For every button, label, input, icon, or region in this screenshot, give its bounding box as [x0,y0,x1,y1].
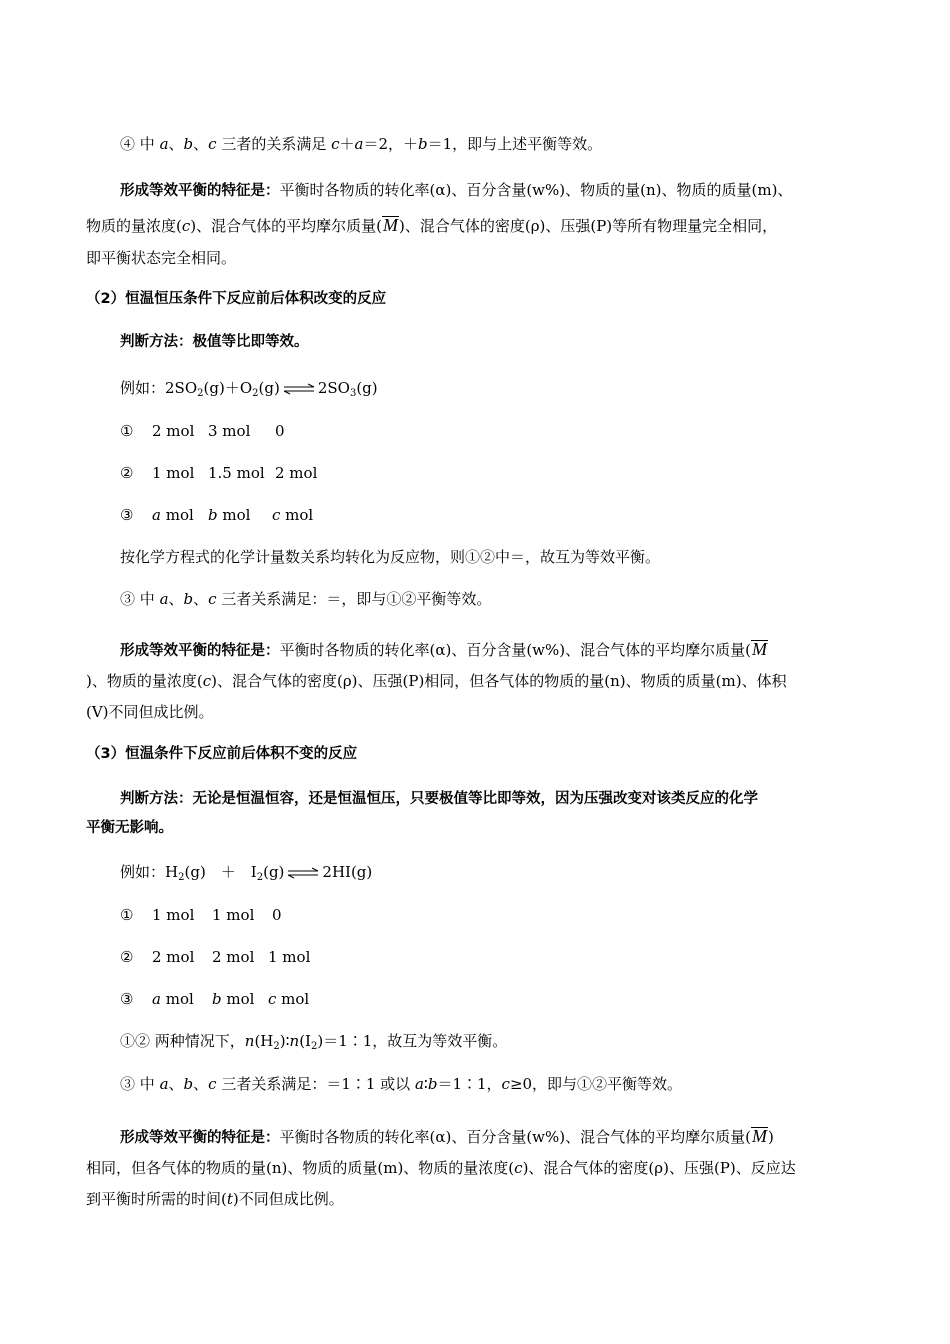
text: ＝2，＋ [363,135,419,153]
unit: mol [276,990,310,1008]
method-3-line-2: 平衡无影响。 [86,820,173,836]
text: H [165,863,179,881]
example-label: 例如： [120,863,166,881]
amount-cell [152,989,212,1009]
amount-cell [152,505,208,525]
item-number: ④ [120,135,136,153]
var-b: b [427,1075,438,1093]
text: 2HI(g) [322,863,373,881]
text: 、 [168,1075,184,1093]
subscript: 2 [256,872,264,883]
equilibrium-arrow-icon [282,383,316,395]
var-b: b [183,590,194,608]
subscript: 2 [252,388,259,399]
var-b: b [183,135,194,153]
text: (g) [263,863,285,881]
unit: mol [160,990,194,1008]
text: 平衡时各物质的转化率(α)、百分含量(w%)、物质的量(n)、物质的质量(m)、 [279,181,793,199]
unit: mol [217,506,251,524]
text: 2SO [165,379,198,397]
feature-label: 形成等效平衡的特征是： [120,183,280,199]
text: 、 [168,590,184,608]
text: 三者关系满足：＝1∶1 或以 [216,1075,415,1093]
amount-cell: 0 [275,422,285,440]
text: 到平衡时所需的时间( [86,1190,227,1208]
feature-paragraph-2-line-3: (V)不同但成比例。 [86,703,214,721]
amount-cell [272,505,313,525]
amount-row-2 [120,463,317,483]
unit: mol [160,506,194,524]
var-b: b [212,990,222,1008]
var-c: c [272,506,281,524]
var-c: c [208,590,217,608]
var-a: a [152,990,161,1008]
var-b: b [418,135,428,153]
amount-row-2-s3 [120,947,310,967]
var-b: b [183,1075,194,1093]
text: ＝1，即与上述平衡等效。 [427,135,603,153]
item-number: ③ [120,1075,136,1093]
method-3-line-1: 判断方法：无论是恒温恒容，还是恒温恒压，只要极值等比即等效，因为压强改变对该类反应的化学 [120,791,758,807]
item-number: ③ [120,506,134,524]
var-c: c [501,1075,510,1093]
var-b: b [208,506,218,524]
text: 、 [193,1075,209,1093]
text: )＝1∶1，故互为等效平衡。 [317,1032,508,1050]
amount-cell: 1 mol [212,906,255,924]
subscript: 2 [197,388,204,399]
subscript: 2 [273,1041,280,1052]
item-number: ② [120,948,134,966]
condition-line-3-s2 [120,589,491,609]
text: (g) [356,379,378,397]
text: )、混合气体的密度(ρ)、压强(P)等所有物理量完全相同， [398,217,778,235]
feature-paragraph-1-line-2 [86,216,777,236]
text: (I [299,1032,311,1050]
item-number: ③ [120,590,136,608]
text: 、 [168,135,184,153]
feature-paragraph-3-line-3 [86,1189,344,1209]
text: )、混合气体的密度(ρ)、压强(P)、反应达 [522,1159,796,1177]
amount-cell: 3 mol [208,422,251,440]
feature-label: 形成等效平衡的特征是： [120,1130,280,1146]
var-a: a [159,590,169,608]
item-number: ③ [120,990,134,1008]
amount-cell [208,505,272,525]
text: ) [768,1128,774,1146]
text: 中 [135,590,160,608]
section-heading-2: （2）恒温恒压条件下反应前后体积改变的反应 [86,291,387,307]
method-2: 判断方法：极值等比即等效。 [120,334,309,350]
conversion-note-2: 按化学方程式的化学计量数关系均转化为反应物，则①②中＝，故互为等效平衡。 [120,548,661,566]
amount-cell: 2 mol [152,948,195,966]
amount-cell: 2 mol [212,948,255,966]
unit: mol [280,506,314,524]
var-c: c [208,1075,217,1093]
feature-label: 形成等效平衡的特征是： [120,643,280,659]
var-c: c [268,990,277,1008]
text: 、 [193,590,209,608]
subscript: 2 [178,872,185,883]
unit: mol [221,990,255,1008]
var-n: n [289,1032,300,1050]
amount-cell: 2 mol [152,422,195,440]
var-c: c [514,1159,523,1177]
var-t: t [226,1190,233,1208]
text: 三者的关系满足 [216,135,332,153]
section-heading-3: （3）恒温条件下反应前后体积不变的反应 [86,746,358,762]
text: 物质的量浓度( [86,217,182,235]
text: 、 [193,135,209,153]
mean-molar-mass-symbol: M [382,215,398,235]
var-c: c [331,135,340,153]
text: (g) [258,379,280,397]
ratio-note-3 [120,1031,507,1051]
amount-cell: 1 mol [152,906,195,924]
text: ≥0，即与①②平衡等效。 [509,1075,683,1093]
amount-cell [268,989,309,1009]
text: 平衡时各物质的转化率(α)、百分含量(w%)、混合气体的平均摩尔质量( [279,641,751,659]
feature-paragraph-3-line-2 [86,1158,796,1178]
var-c: c [202,672,212,690]
text: )不同但成比例。 [232,1190,344,1208]
text: 中 [135,1075,160,1093]
example-equation-2 [120,378,378,398]
var-a: a [159,1075,169,1093]
amount-row-3 [120,505,313,525]
text: (g)＋O [203,379,253,397]
text: ①② 两种情况下， [120,1032,245,1050]
amount-cell: 1 mol [268,948,311,966]
feature-paragraph-2-line-1 [120,640,768,661]
text: (H [254,1032,274,1050]
item-number: ① [120,906,134,924]
amount-row-1 [120,421,285,441]
item-number: ① [120,422,134,440]
condition-line-3-s3 [120,1074,682,1094]
var-c: c [181,217,191,235]
mean-molar-mass-symbol: M [752,639,767,659]
mean-molar-mass-symbol: M [752,1126,767,1146]
feature-paragraph-3-line-1 [120,1127,774,1148]
item-number: ② [120,464,134,482]
feature-paragraph-2-line-2 [86,671,787,691]
equilibrium-arrow-icon [286,867,320,879]
text: )、混合气体的密度(ρ)、压强(P)相同，但各气体的物质的量(n)、物质的质量(m)、体积 [211,672,787,690]
amount-cell: 1 mol [152,464,195,482]
var-c: c [208,135,217,153]
var-a: a [354,135,364,153]
var-a: a [152,506,161,524]
text: ∶ [423,1075,428,1093]
amount-row-3-s3 [120,989,309,1009]
var-a: a [414,1075,424,1093]
subscript: 3 [349,388,357,399]
text: 三者关系满足：＝，即与①②平衡等效。 [216,590,492,608]
text: 2SO [317,379,350,397]
amount-cell: 1.5 mol [208,464,265,482]
text: 即平衡状态完全相同。 [86,249,237,267]
condition-line-4 [120,134,602,154]
text: ＝1∶1， [437,1075,502,1093]
var-a: a [159,135,169,153]
amount-cell: 0 [272,906,282,924]
amount-row-1-s3 [120,905,282,925]
text: )、物质的量浓度( [86,672,203,690]
example-equation-3 [120,862,372,882]
text: 平衡时各物质的转化率(α)、百分含量(w%)、混合气体的平均摩尔质量( [279,1128,751,1146]
example-label: 例如： [120,379,166,397]
text: 中 [135,135,160,153]
feature-paragraph-1-line-1 [120,180,792,201]
text: )∶ [279,1032,290,1050]
text: (g) ＋ I [184,863,257,881]
feature-paragraph-1-line-3 [86,248,236,268]
amount-cell: 2 mol [275,464,318,482]
var-n: n [244,1032,255,1050]
text: ＋ [339,135,355,153]
text: 相同，但各气体的物质的量(n)、物质的质量(m)、物质的量浓度( [86,1159,515,1177]
subscript: 2 [310,1041,318,1052]
amount-cell [212,989,268,1009]
text: )、混合气体的平均摩尔质量( [190,217,382,235]
